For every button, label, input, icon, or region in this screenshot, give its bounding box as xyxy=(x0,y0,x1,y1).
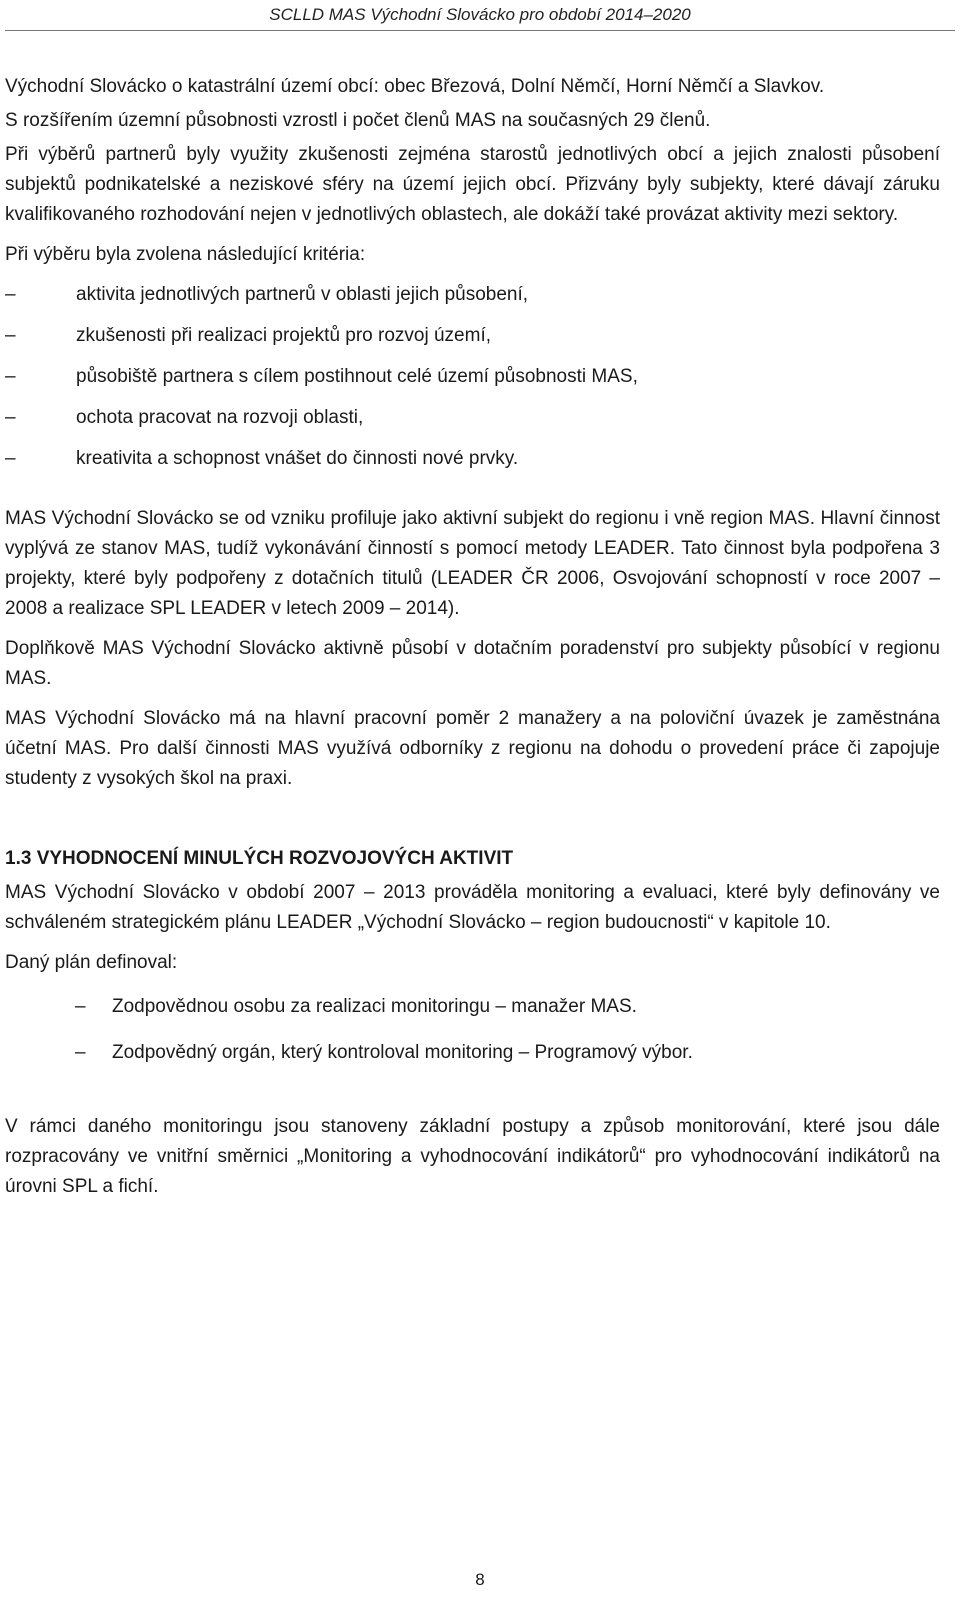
paragraph-partner-selection: Při výběrů partnerů byly využity zkušenosti zejména starostů jednotlivých obcí a jejich znalosti působení subjektů podnikatelské a neziskové sféry na území jejich obcí. Přizvány byly subjekty, které dávají záruku kvalifikovaného rozhodování nejen v jednotlivých oblastech, ale dokáží také provázat aktivity mezi sektory. xyxy=(5,144,940,225)
list-item xyxy=(5,1038,940,1068)
dash-bullet-icon: – xyxy=(5,325,16,346)
list-item-text: působiště partnera s cílem postihnout celé území působnosti MAS, xyxy=(76,366,638,387)
paragraph-guidelines: V rámci daného monitoringu jsou stanoveny základní postupy a způsob monitorování, které jsou dále rozpracovány ve vnitřní směrnici „Monitoring a vyhodnocování indikátorů“ pro vyhodnocování indikátorů na úrovni SPL a fichí. xyxy=(5,1116,940,1197)
document-title: SCLLD MAS Východní Slovácko pro období 2014–2020 xyxy=(269,5,691,24)
list-item xyxy=(5,992,940,1022)
dash-bullet-icon: – xyxy=(5,407,16,428)
page-header xyxy=(0,0,960,30)
dash-bullet-icon: – xyxy=(5,448,16,469)
list-item-text: zkušenosti při realizaci projektů pro rozvoj území, xyxy=(76,325,492,346)
section-heading: 1.3 VYHODNOCENÍ MINULÝCH ROZVOJOVÝCH AKTIVIT xyxy=(5,848,514,869)
dash-bullet-icon: – xyxy=(75,1042,86,1063)
criteria-list xyxy=(5,280,940,474)
list-item xyxy=(5,403,940,433)
list-item-text: kreativita a schopnost vnášet do činnosti nové prvky. xyxy=(76,448,519,469)
list-item-text: ochota pracovat na rozvoji oblasti, xyxy=(76,407,364,428)
paragraph-profile: MAS Východní Slovácko se od vzniku profiluje jako aktivní subjekt do regionu i vně region MAS. Hlavní činnost vyplývá ze stanov MAS, tudíž vykonávání činností s pomocí metody LEADER. Tato činnost byla podpořena 3 projekty, které byly podpořeny z dotačních titulů (LEADER ČR 2006, Osvojování schopností v roce 2007 – 2008 a realizace SPL LEADER v letech 2009 – 2014). xyxy=(5,508,940,619)
document-body xyxy=(5,72,940,1202)
page-number: 8 xyxy=(475,1570,485,1589)
dash-bullet-icon: – xyxy=(5,284,16,305)
paragraph-territory: Východní Slovácko o katastrální území obcí: obec Březová, Dolní Němčí, Horní Němčí a Slavkov. xyxy=(5,76,825,97)
plan-list xyxy=(5,992,940,1068)
paragraph-monitoring: MAS Východní Slovácko v období 2007 – 2013 prováděla monitoring a evaluaci, které byly definovány ve schváleném strategickém plánu LEADER „Východní Slovácko – region budoucnosti“ v kapitole 10. xyxy=(5,882,940,933)
list-item-text: Zodpovědnou osobu za realizaci monitoringu – manažer MAS. xyxy=(112,996,637,1017)
paragraph-advisory: Doplňkově MAS Východní Slovácko aktivně působí v dotačním poradenství pro subjekty působící v regionu MAS. xyxy=(5,638,940,689)
paragraph-criteria-intro: Při výběru byla zvolena následující kritéria: xyxy=(5,244,366,265)
list-item xyxy=(5,362,940,392)
dash-bullet-icon: – xyxy=(75,996,86,1017)
list-item xyxy=(5,280,940,310)
list-item xyxy=(5,444,940,474)
list-item xyxy=(5,321,940,351)
paragraph-staff: MAS Východní Slovácko má na hlavní pracovní poměr 2 manažery a na poloviční úvazek je zaměstnána účetní MAS. Pro další činnosti MAS využívá odborníky z regionu na dohodu o provedení práce či zapojuje studenty z vysokých škol na praxi. xyxy=(5,708,940,789)
header-divider xyxy=(5,30,955,31)
dash-bullet-icon: – xyxy=(5,366,16,387)
list-item-text: aktivita jednotlivých partnerů v oblasti jejich působení, xyxy=(76,284,529,305)
paragraph-plan-intro: Daný plán definoval: xyxy=(5,952,178,973)
list-item-text: Zodpovědný orgán, který kontroloval monitoring – Programový výbor. xyxy=(112,1042,693,1063)
paragraph-members: S rozšířením územní působnosti vzrostl i počet členů MAS na současných 29 členů. xyxy=(5,110,711,131)
